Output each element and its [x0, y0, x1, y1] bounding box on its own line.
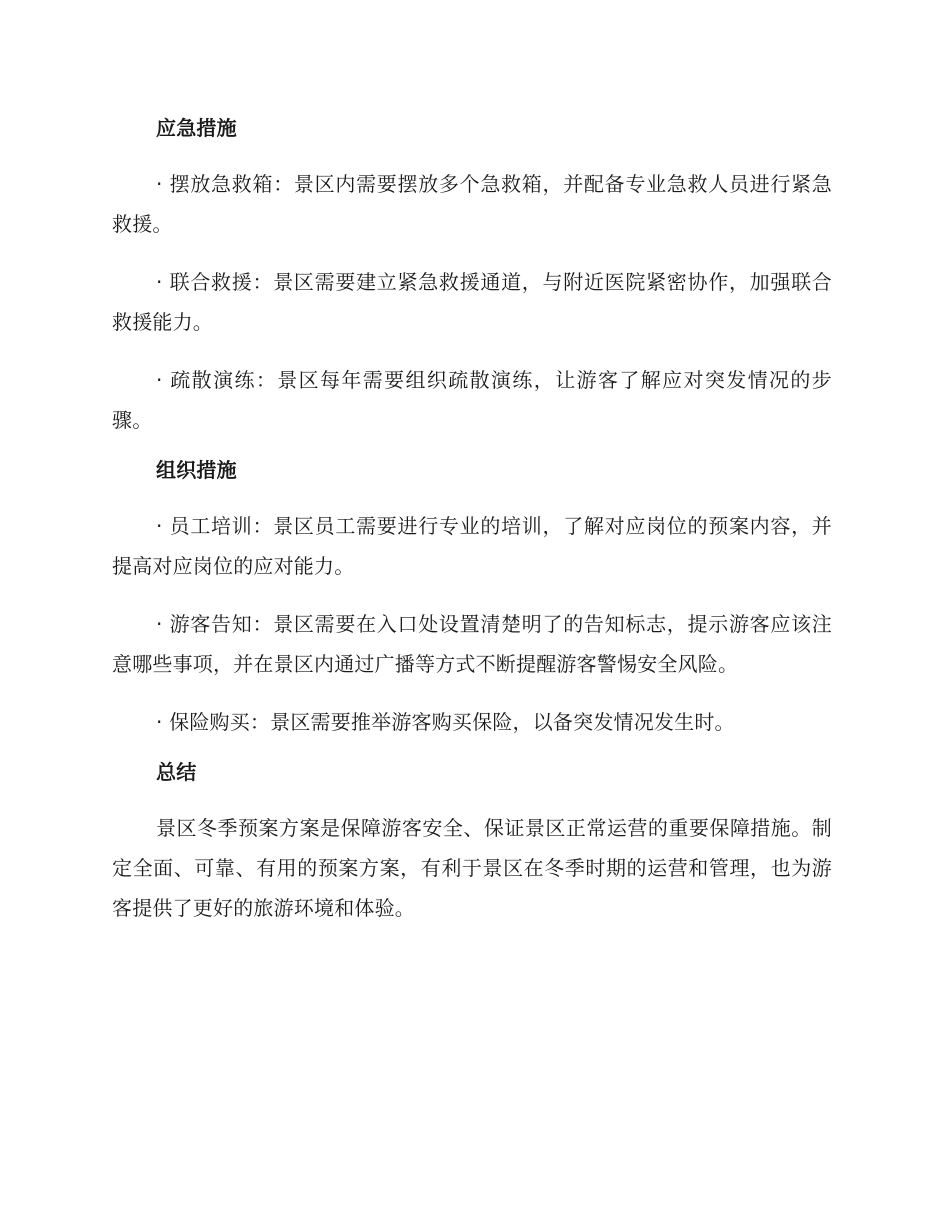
section-heading-emergency: 应急措施	[156, 116, 237, 140]
paragraph-evacuation-drill: · 疏散演练：景区每年需要组织疏散演练，让游客了解应对突发情况的步骤。	[112, 368, 832, 432]
paragraph-first-aid-kit: · 摆放急救箱：景区内需要摆放多个急救箱，并配备专业急救人员进行紧急救援。	[112, 172, 832, 236]
document-body	[112, 112, 832, 928]
paragraph-joint-rescue: · 联合救援：景区需要建立紧急救援通道，与附近医院紧密协作，加强联合救援能力。	[112, 270, 832, 334]
paragraph-insurance: · 保险购买：景区需要推举游客购买保险，以备突发情况发生时。	[156, 710, 735, 734]
paragraph-staff-training: · 员工培训：景区员工需要进行专业的培训，了解对应岗位的预案内容，并提高对应岗位的应对能力。	[112, 514, 832, 578]
paragraph-visitor-notice: · 游客告知：景区需要在入口处设置清楚明了的告知标志，提示游客应该注意哪些事项，并在景区内通过广播等方式不断提醒游客警惕安全风险。	[112, 612, 832, 676]
section-heading-summary: 总结	[156, 760, 197, 784]
section-heading-organization: 组织措施	[156, 458, 237, 482]
paragraph-summary: 景区冬季预案方案是保障游客安全、保证景区正常运营的重要保障措施。制定全面、可靠、有用的预案方案，有利于景区在冬季时期的运营和管理，也为游客提供了更好的旅游环境和体验。	[112, 816, 832, 920]
